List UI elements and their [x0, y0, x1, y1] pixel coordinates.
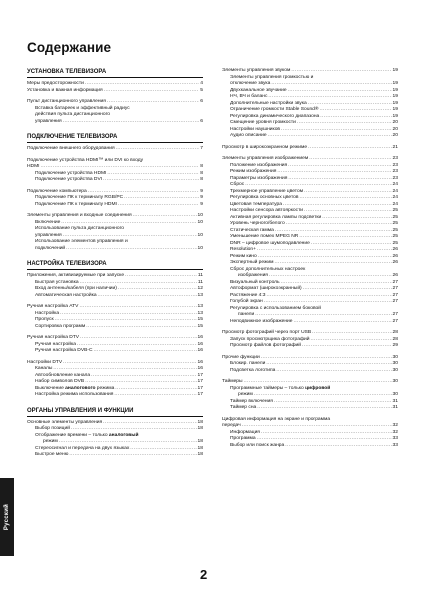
toc-group: [222, 379, 398, 412]
toc-entry-title: Информация: [230, 429, 260, 435]
toc-entry-title: Подключение ПК к терминалу RGB/PC: [35, 195, 124, 200]
toc-entry-title: Быстрое меню: [35, 452, 69, 457]
toc-page-number: 19: [392, 94, 398, 99]
toc-page-number: 19: [392, 87, 398, 93]
toc-entry-title: Настройка: [35, 310, 60, 316]
toc-entry-title: Подключение устройства DVI: [35, 177, 103, 182]
toc-entry-title: Смещение уровня громкости: [230, 120, 296, 125]
toc-entry-title: DNR – цифровое шумоподавление: [230, 240, 310, 246]
toc-entry-title: Таймеры: [222, 379, 243, 384]
toc-page-number: 13: [197, 292, 203, 298]
toc-page-number: 4: [200, 81, 203, 86]
toc-entry: [222, 319, 398, 326]
toc-entry-title: управления: [35, 118, 62, 124]
toc-section: [27, 68, 203, 125]
toc-entry-title: Подключение устройства HDMI™ или DVI ко входу: [27, 157, 144, 163]
toc-entry: [222, 145, 398, 152]
toc-page-number: 24: [392, 182, 398, 187]
toc-page-number: 15: [197, 323, 203, 329]
toc-page-number: 19: [392, 81, 398, 86]
toc-entry-title: Уменьшение помех MPEG NR: [230, 234, 299, 239]
toc-entry: [222, 443, 398, 450]
toc-entry-title: Запуск просмотрщика фотографий: [230, 336, 310, 342]
toc-entry-title: режим: [43, 439, 58, 444]
toc-leader-dots: [69, 452, 196, 459]
toc-section-title: ПОДКЛЮЧЕНИЕ ТЕЛЕВИЗОРА: [27, 133, 203, 143]
toc-group: [222, 417, 398, 450]
toc-page-number: 26: [392, 273, 398, 278]
toc-leader-dots: [98, 293, 197, 300]
toc-entry-title: Автоматическая настройка: [35, 292, 97, 298]
toc-page-number: 18: [197, 419, 203, 425]
toc-page-number: 13: [197, 304, 203, 309]
toc-page-number: 17: [197, 392, 203, 397]
toc-entry-title: Отображение времени – только аналоговый: [35, 432, 139, 438]
toc-leader-dots: [86, 324, 196, 331]
toc-entry: [27, 177, 203, 184]
toc-page-number: 27: [392, 318, 398, 324]
toc-page-number: 24: [392, 201, 398, 207]
toc-page-number: 16: [197, 359, 203, 365]
toc-leader-dots: [103, 177, 199, 184]
toc-entry-title: действия пульта дистанционного: [35, 112, 111, 117]
toc-page-number: 11: [197, 273, 203, 278]
toc-entry-title: Настройки наушников: [230, 126, 281, 132]
toc-group: [27, 189, 203, 209]
toc-entry-title: Пропуск: [35, 317, 54, 322]
toc-group: [27, 335, 203, 355]
toc-entry: [27, 324, 203, 331]
toc-entry-title: Аудио описание: [230, 133, 267, 138]
toc-entry-title: Подключение ПК к терминалу HDMI: [35, 201, 117, 207]
toc-leader-dots: [66, 246, 196, 253]
toc-entry-title: Настройка режима использования: [35, 392, 114, 397]
toc-page-number: 29: [392, 343, 398, 348]
toc-entry-title: Меры предосторожности: [27, 81, 84, 86]
toc-entry-title: Вставка батареек и эффективный радиус: [35, 105, 130, 111]
toc-page-number: 25: [392, 214, 398, 220]
toc-entry-title: Подключение компьютера: [27, 188, 87, 194]
toc-leader-dots: [285, 443, 391, 450]
toc-group: [222, 68, 398, 140]
toc-entry-title: Экспертный режим: [230, 260, 274, 265]
toc-entry-title: Ручная настройка ATV: [27, 304, 79, 309]
toc-page-number: 18: [197, 439, 203, 444]
toc-entry-title: Набор символов DVB: [35, 379, 85, 384]
toc-page-number: 19: [392, 100, 398, 106]
toc-entry-title: Таймер сна: [230, 405, 257, 410]
toc-page-number: 19: [392, 113, 398, 119]
toc-entry: [27, 452, 203, 459]
toc-entry-title: Автообновление канала: [35, 372, 91, 378]
toc-page-number: 12: [197, 286, 203, 291]
toc-leader-dots: [94, 348, 197, 355]
toc-entry-title: подключений: [35, 245, 66, 251]
toc-page-number: 24: [392, 195, 398, 200]
toc-section-title: ОРГАНЫ УПРАВЛЕНИЯ И ФУНКЦИИ: [27, 407, 203, 417]
toc-entry-title: Выбор или поиск жанра: [230, 442, 285, 448]
toc-page-number: 32: [392, 429, 398, 435]
toc-page-number: 25: [392, 227, 398, 233]
toc-entry-title: Использование элементов управления и: [35, 239, 128, 244]
toc-page-number: 10: [197, 213, 203, 218]
toc-entry-title: Регулировка с использованием боковой: [230, 305, 321, 311]
toc-group: [27, 304, 203, 330]
toc-section: [27, 407, 203, 459]
page-number: 2: [200, 567, 208, 582]
toc-page-number: 9: [200, 195, 203, 200]
toc-page-number: 17: [197, 379, 203, 384]
toc-entry-title: Режим изображения: [230, 169, 277, 174]
toc-entry-title: Resolution+: [230, 247, 256, 252]
toc-entry-title: Подсветка логотипа: [230, 367, 276, 373]
toc-page-number: 19: [392, 107, 398, 112]
toc-section: [27, 133, 203, 252]
toc-entry-title: Цветовая температура: [230, 201, 282, 207]
toc-group: [222, 156, 398, 325]
toc-entry-title: отключение звука: [230, 81, 271, 86]
toc-page-number: 6: [200, 99, 203, 104]
toc-entry: [222, 343, 398, 350]
toc-page-number: 17: [197, 385, 203, 391]
toc-leader-dots: [118, 202, 199, 209]
toc-page-number: 16: [197, 348, 203, 353]
toc-entry-title: Ручная настройка DTV: [27, 335, 80, 340]
toc-entry-title: Каналы: [35, 366, 53, 371]
toc-entry-title: Включение: [35, 219, 61, 225]
toc-page-number: 28: [392, 336, 398, 342]
toc-page-number: 18: [197, 426, 203, 431]
toc-page-number: 21: [392, 144, 398, 150]
toc-entry-title: Блокир. панели: [230, 361, 266, 366]
toc-leader-dots: [116, 146, 200, 153]
toc-entry-continuation: [27, 119, 203, 126]
toc-page-number: 5: [200, 87, 203, 93]
toc-page-number: 30: [392, 361, 398, 366]
toc-page-number: 16: [197, 341, 203, 347]
toc-page-number: 15: [197, 317, 203, 322]
toc-entry-title: изображения: [238, 273, 268, 278]
toc-section: [27, 260, 203, 399]
toc-page-number: 18: [197, 445, 203, 451]
toc-leader-dots: [294, 319, 392, 326]
toc-page-number: 20: [392, 126, 398, 132]
toc-page-number: 10: [197, 245, 203, 251]
toc-page-number: 20: [392, 120, 398, 125]
toc-entry-title: Визуальный контроль: [230, 279, 280, 285]
language-tab-label: Русский: [4, 503, 10, 531]
toc-entry-title: Просмотр фотографий через порт USB: [222, 330, 312, 335]
toc-group: [27, 273, 203, 299]
toc-page-number: 26: [392, 253, 398, 259]
toc-leader-dots: [268, 133, 392, 140]
toc-page-number: 31: [392, 405, 398, 410]
toc-entry: [222, 133, 398, 140]
toc-entry-title: Двухканальное звучание: [230, 87, 287, 93]
toc-leader-dots: [63, 119, 200, 126]
toc-page-number: 25: [392, 234, 398, 239]
toc-entry-title: управления: [35, 232, 62, 238]
toc-page-number: 33: [392, 442, 398, 448]
language-tab: [0, 478, 14, 556]
toc-entry-title: HDMI: [27, 164, 40, 169]
toc-entry-title: Уровень черного/белого: [230, 221, 285, 226]
toc-entry-title: Сброс дополнительных настроек: [230, 266, 306, 272]
toc-entry-title: НЧ, ВЧ и баланс: [230, 94, 268, 99]
toc-group: [27, 81, 203, 94]
toc-entry-title: Положение изображения: [230, 162, 288, 168]
toc-entry-title: Регулировка основных цветов: [230, 195, 299, 200]
toc-leader-dots: [257, 405, 391, 412]
toc-page-number: 27: [392, 286, 398, 291]
toc-entry-title: Сортировка программ: [35, 323, 86, 329]
page-title: Содержание: [27, 40, 112, 55]
toc-page-number: 30: [392, 392, 398, 397]
toc-entry-title: Просмотр файлов фотографий: [230, 343, 302, 348]
toc-entry-title: Голубой экран: [230, 299, 263, 304]
toc-group: [222, 145, 398, 152]
toc-page-number: 10: [197, 219, 203, 225]
toc-leader-dots: [114, 392, 196, 399]
toc-page-number: 25: [392, 240, 398, 246]
toc-page-number: 30: [392, 354, 398, 360]
toc-page-number: 28: [392, 330, 398, 335]
toc-entry: [27, 392, 203, 399]
toc-page-number: 26: [392, 247, 398, 252]
toc-entry-title: панели: [238, 312, 255, 317]
toc-page-number: 23: [392, 169, 398, 174]
toc-page-number: 33: [392, 436, 398, 441]
toc-entry-title: Ограничение громкости Stable Sound®: [230, 107, 319, 112]
toc-page-number: 30: [392, 367, 398, 373]
toc-right-column: [222, 68, 398, 449]
toc-entry-title: Выбор позиций: [35, 426, 70, 431]
toc-page-number: 6: [200, 118, 203, 124]
toc-leader-dots: [302, 343, 392, 350]
toc-page-number: 25: [392, 208, 398, 213]
toc-page-number: 16: [197, 335, 203, 340]
toc-entry-title: Подключение внешнего оборудования: [27, 146, 115, 151]
toc-page-number: 17: [197, 372, 203, 378]
toc-entry-title: Просмотр в широкоэкранном режиме: [222, 144, 308, 150]
toc-page-number: 27: [392, 299, 398, 304]
toc-entry-continuation: [27, 246, 203, 253]
toc-page-number: 13: [197, 310, 203, 316]
toc-page-number: 8: [200, 164, 203, 169]
toc-entry-title: Элементы управления и входные соединения: [27, 213, 132, 218]
toc-entry-title: Пульт дистанционного управления: [27, 99, 106, 104]
toc-page-number: 19: [392, 68, 398, 73]
toc-entry-title: Использование пульта дистанционного: [35, 226, 124, 231]
toc-entry: [27, 202, 203, 209]
toc-entry-title: Элементы управления звуком: [222, 68, 291, 73]
toc-page-number: 24: [392, 188, 398, 194]
toc-entry-title: Параметры изображения: [230, 175, 288, 181]
toc-page-number: 9: [200, 188, 203, 194]
toc-page-number: 20: [392, 133, 398, 138]
toc-left-column: [27, 68, 203, 467]
toc-entry-title: Ручная настройка: [35, 341, 76, 347]
toc-entry-title: Активная регулировка лампы подсветки: [230, 214, 322, 220]
toc-entry-title: Настройки сенсора автояркости: [230, 208, 304, 213]
toc-entry-title: Дополнительные настройки звука: [230, 100, 307, 106]
toc-group: [222, 330, 398, 350]
toc-entry-title: передач: [222, 423, 241, 428]
toc-page-number: 27: [392, 279, 398, 285]
toc-entry-title: Автоформат (широкоэкранный): [230, 286, 302, 291]
toc-entry: [27, 146, 203, 153]
toc-page-number: 26: [392, 260, 398, 265]
toc-group: [222, 355, 398, 375]
toc-entry: [27, 88, 203, 95]
toc-page-number: 16: [197, 366, 203, 371]
toc-entry-title: Программные таймеры – только цифровой: [230, 385, 331, 391]
toc-page-number: 9: [200, 201, 203, 207]
toc-entry-title: Цифровая информация на экране и программа: [222, 416, 331, 422]
toc-section-title: НАСТРОЙКА ТЕЛЕВИЗОРА: [27, 260, 203, 270]
toc-entry-title: Статическая гамма: [230, 227, 274, 233]
toc-entry-title: Трехмерное управление цветом: [230, 188, 304, 194]
toc-page-number: 23: [392, 156, 398, 161]
toc-entry-title: Подключение устройства HDMI: [35, 170, 107, 176]
toc-entry: [222, 405, 398, 412]
toc-entry-title: Режим кино: [230, 253, 257, 259]
toc-page-number: 10: [197, 232, 203, 238]
toc-entry-title: Прочие функции: [222, 354, 260, 360]
toc-page-number: 30: [392, 379, 398, 384]
toc-entry-title: Элементы управления громкостью и: [230, 74, 314, 80]
toc-section-title: УСТАНОВКА ТЕЛЕВИЗОРА: [27, 68, 203, 78]
toc-entry-title: Стереосигнал и передача на двух языках: [35, 445, 130, 451]
toc-page-number: 11: [197, 279, 203, 285]
toc-group: [27, 213, 203, 252]
toc-page-number: 27: [392, 312, 398, 317]
toc-entry-title: Регулировка динамического диапазона: [230, 113, 320, 119]
toc-group: [27, 158, 203, 184]
toc-group: [27, 420, 203, 459]
toc-entry-title: Установка и важная информация: [27, 87, 103, 93]
toc-leader-dots: [276, 368, 391, 375]
toc-group: [27, 146, 203, 153]
toc-page-number: 25: [392, 221, 398, 226]
toc-entry-title: Таймер включения: [230, 398, 273, 404]
toc-entry-title: Растяжение 4:3: [230, 292, 266, 298]
toc-page-number: 8: [200, 170, 203, 176]
toc-page-number: 31: [392, 398, 398, 404]
toc-entry: [222, 368, 398, 375]
toc-entry-title: Основные элементы управления: [27, 419, 103, 425]
toc-page-number: 7: [200, 146, 203, 151]
toc-entry-title: Элементы управления изображением: [222, 156, 309, 161]
toc-entry-title: Программа: [230, 436, 256, 441]
toc-page-number: 23: [392, 162, 398, 168]
toc-page-number: 18: [197, 452, 203, 457]
toc-leader-dots: [308, 145, 391, 152]
toc-entry-title: Сброс: [230, 182, 245, 187]
toc-entry-title: Вход антенны/кабеля (при наличии): [35, 286, 117, 291]
toc-entry-title: Неподвижное изображение: [230, 318, 293, 324]
toc-entry-title: режим: [238, 392, 253, 397]
toc-group: [27, 360, 203, 399]
toc-leader-dots: [104, 88, 200, 95]
toc-entry: [27, 348, 203, 355]
toc-entry-title: Ручная настройка DVB-C: [35, 348, 93, 353]
toc-page-number: 27: [392, 292, 398, 298]
toc-group: [27, 99, 203, 125]
toc-entry: [27, 293, 203, 300]
toc-page-number: 8: [200, 177, 203, 182]
toc-entry-title: Быстрая установка: [35, 279, 79, 285]
toc-entry-title: Выключение аналогового режима: [35, 385, 115, 391]
toc-entry-title: Приложения, активизируемые при запуске: [27, 273, 125, 278]
toc-page-number: 32: [392, 423, 398, 428]
toc-page-number: 23: [392, 175, 398, 181]
toc-entry-title: Настройки DTV: [27, 359, 63, 365]
